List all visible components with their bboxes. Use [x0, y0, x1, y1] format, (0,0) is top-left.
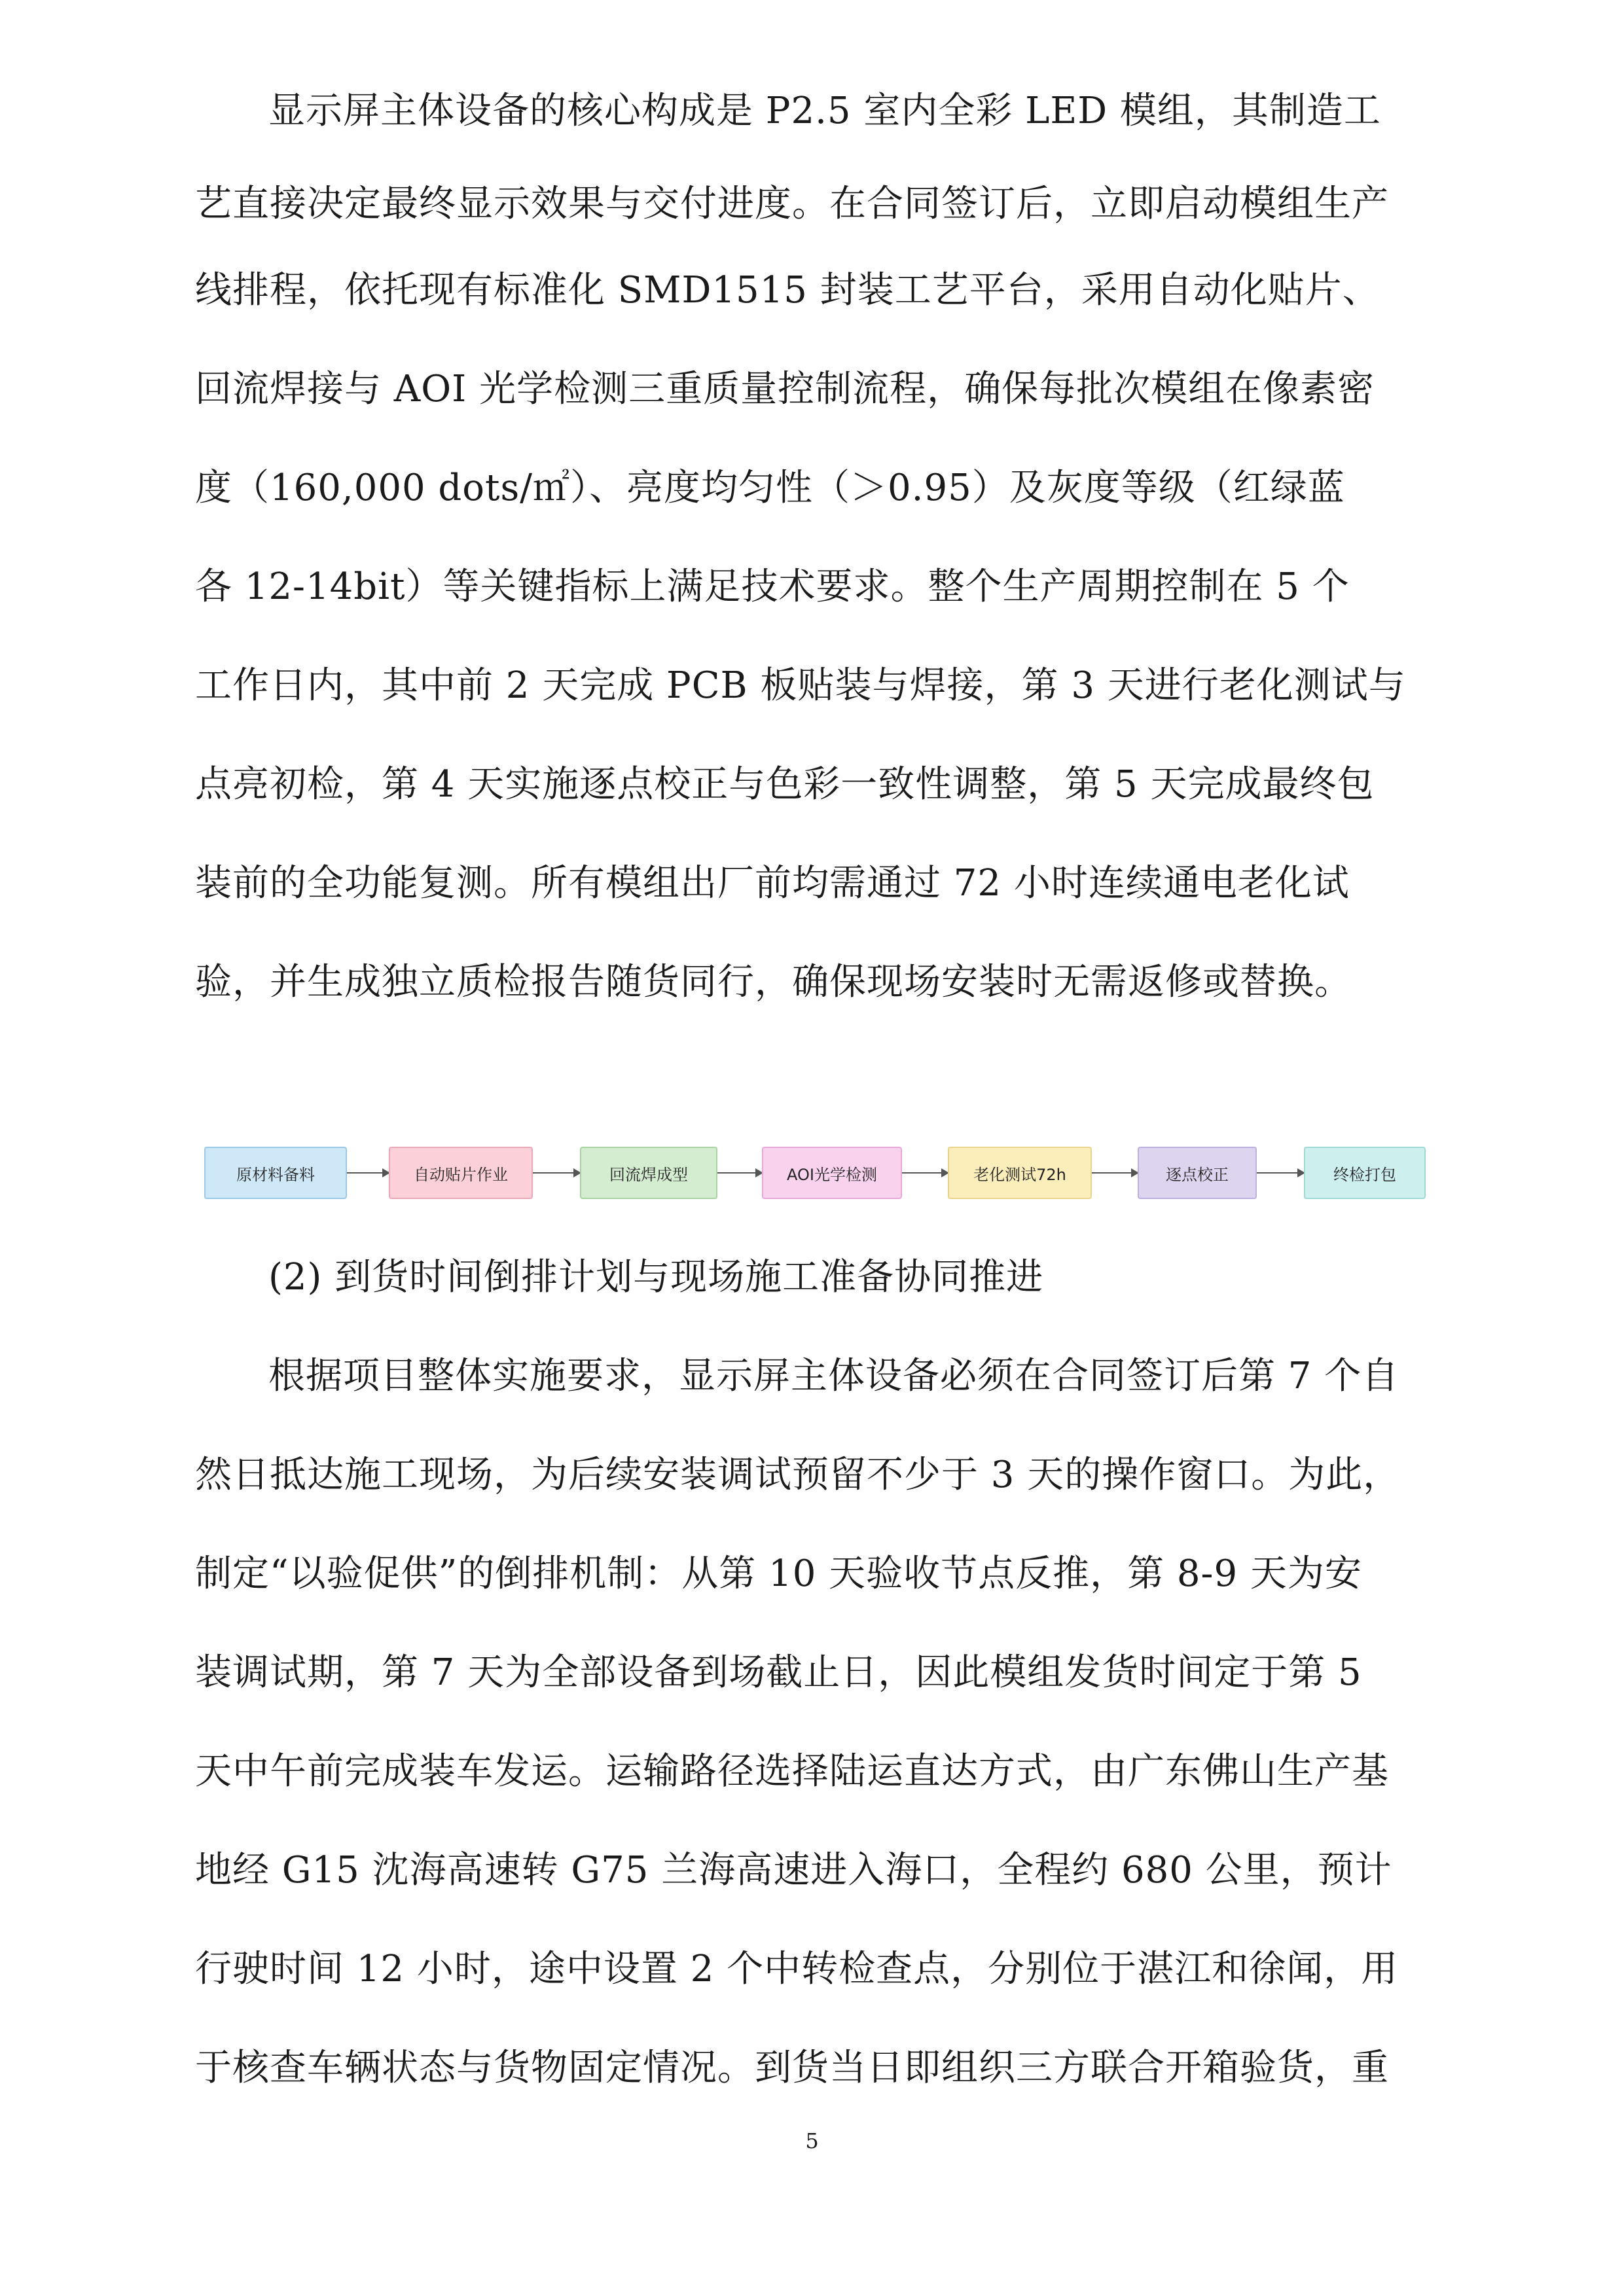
- page-number: 5: [805, 2128, 819, 2153]
- flow-arrow: [347, 1172, 389, 1174]
- flow-step: [1138, 1147, 1257, 1199]
- paragraph-1-line: 度（160,000 dots/㎡）、亮度均匀性（＞0.95）及灰度等级（红绿蓝: [195, 467, 1345, 509]
- paragraph-2-line: 于核查车辆状态与货物固定情况。到货当日即组织三方联合开箱验货，重: [195, 2047, 1389, 2089]
- paragraph-1-line: 各 12-14bit）等关键指标上满足技术要求。整个生产周期控制在 5 个: [195, 565, 1350, 608]
- paragraph-1-line: 艺直接决定最终显示效果与交付进度。在合同签订后，立即启动模组生产: [195, 183, 1389, 225]
- flow-step: [762, 1147, 902, 1199]
- flow-arrow: [1092, 1172, 1138, 1174]
- paragraph-2-line: 制定“以验促供”的倒排机制：从第 10 天验收节点反推，第 8-9 天为安: [195, 1552, 1362, 1595]
- flow-step-label: AOI光学检测: [787, 1165, 877, 1184]
- flow-step-label: 原材料备料: [236, 1165, 315, 1184]
- paragraph-1-line: 点亮初检，第 4 天实施逐点校正与色彩一致性调整，第 5 天完成最终包: [195, 763, 1375, 806]
- flow-arrow: [902, 1172, 948, 1174]
- paragraph-1-line: 显示屏主体设备的核心构成是 P2.5 室内全彩 LED 模组，其制造工: [268, 90, 1381, 132]
- flow-step-label: 老化测试72h: [973, 1165, 1066, 1184]
- section-heading: (2) 到货时间倒排计划与现场施工准备协同推进: [268, 1256, 1044, 1299]
- flow-step: [389, 1147, 533, 1199]
- paragraph-2-line: 地经 G15 沈海高速转 G75 兰海高速进入海口，全程约 680 公里，预计: [195, 1849, 1392, 1892]
- flow-step: [948, 1147, 1092, 1199]
- paragraph-2-line: 装调试期，第 7 天为全部设备到场截止日，因此模组发货时间定于第 5: [195, 1651, 1362, 1694]
- flow-step: [1304, 1147, 1426, 1199]
- paragraph-2-line: 根据项目整体实施要求，显示屏主体设备必须在合同签订后第 7 个自: [268, 1355, 1399, 1397]
- paragraph-1-line: 线排程，依托现有标准化 SMD1515 封装工艺平台，采用自动化贴片、: [195, 269, 1380, 312]
- flow-step: [580, 1147, 717, 1199]
- paragraph-1-line: 验，并生成独立质检报告随货同行，确保现场安装时无需返修或替换。: [195, 961, 1352, 1003]
- flow-arrow: [717, 1172, 762, 1174]
- flow-step-label: 逐点校正: [1166, 1165, 1229, 1184]
- flow-step-label: 回流焊成型: [609, 1165, 688, 1184]
- flow-arrow: [1257, 1172, 1304, 1174]
- paragraph-2-line: 天中午前完成装车发运。运输路径选择陆运直达方式，由广东佛山生产基: [195, 1750, 1389, 1793]
- paragraph-1-line: 工作日内，其中前 2 天完成 PCB 板贴装与焊接，第 3 天进行老化测试与: [195, 664, 1406, 707]
- paragraph-1-line: 回流焊接与 AOI 光学检测三重质量控制流程，确保每批次模组在像素密: [195, 368, 1375, 410]
- flow-step-label: 自动贴片作业: [414, 1165, 508, 1184]
- paragraph-2-line: 然日抵达施工现场，为后续安装调试预留不少于 3 天的操作窗口。为此，: [195, 1454, 1401, 1496]
- production-flow-diagram: [204, 1147, 1430, 1202]
- flow-arrow: [533, 1172, 580, 1174]
- paragraph-2-line: 行驶时间 12 小时，途中设置 2 个中转检查点，分别位于湛江和徐闻，用: [195, 1948, 1399, 1990]
- flow-step-label: 终检打包: [1333, 1165, 1396, 1184]
- flow-step: [204, 1147, 347, 1199]
- paragraph-1-line: 装前的全功能复测。所有模组出厂前均需通过 72 小时连续通电老化试: [195, 862, 1350, 905]
